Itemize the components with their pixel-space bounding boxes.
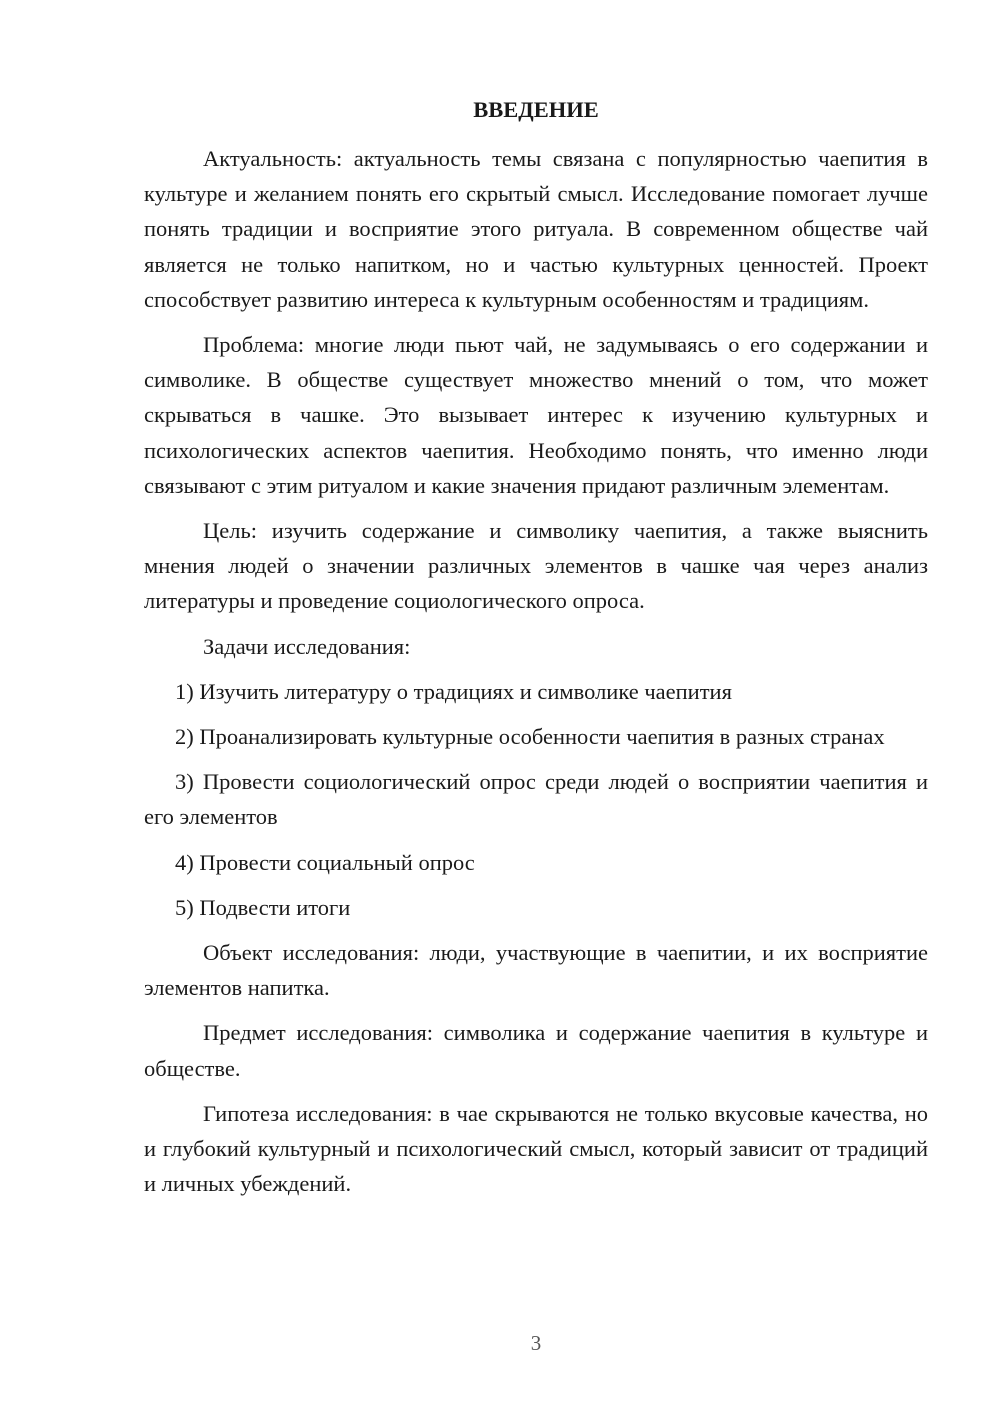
paragraph-object: Объект исследования: люди, участвующие в чаепитии, и их восприятие элементов напитка. — [144, 940, 928, 1001]
paragraph-subject: Предмет исследования: символика и содержание чаепития в культуре и обществе. — [144, 1020, 928, 1081]
task-item-3: 3) Провести социологический опрос среди людей о восприятии чаепития и его элементов — [144, 769, 928, 830]
paragraph-goal: Цель: изучить содержание и символику чаепития, а также выяснить мнения людей о значении различных элементов в чашке чая через анализ литературы и проведение социологического опроса. — [144, 518, 928, 614]
task-item-5: 5) Подвести итоги — [175, 894, 351, 920]
task-item-4: 4) Провести социальный опрос — [175, 849, 475, 875]
paragraph-relevance: Актуальность: актуальность темы связана с популярностью чаепития в культуре и желанием понять его скрытый смысл. Исследование помогает лучше понять традиции и восприятие этого ритуала. В современном обществе чай является не только напитком, но и частью культурных ценностей. Проект способствует развитию интереса к культурным особенностям и традициям. — [144, 146, 928, 312]
paragraph-hypothesis: Гипотеза исследования: в чае скрываются не только вкусовые качества, но и глубокий культурный и психологический смысл, который зависит от традиций и личных убеждений. — [144, 1100, 928, 1197]
paragraph-problem: Проблема: многие люди пьют чай, не задумываясь о его содержании и символике. В обществе существует множество мнений о том, что может скрываться в чашке. Это вызывает интерес к изучению культурных и психологических аспектов чаепития. Необходимо понять, что именно люди связывают с этим ритуалом и какие значения придают различным элементам. — [144, 332, 928, 498]
page-number: 3 — [530, 1331, 542, 1355]
task-item-2: 2) Проанализировать культурные особенности чаепития в разных странах — [175, 724, 885, 750]
document-page — [144, 92, 928, 1211]
task-item-1: 1) Изучить литературу о традициях и символике чаепития — [175, 678, 732, 704]
paragraph-tasks-heading: Задачи исследования: — [203, 633, 411, 659]
section-title: ВВЕДЕНИЕ — [473, 97, 599, 122]
